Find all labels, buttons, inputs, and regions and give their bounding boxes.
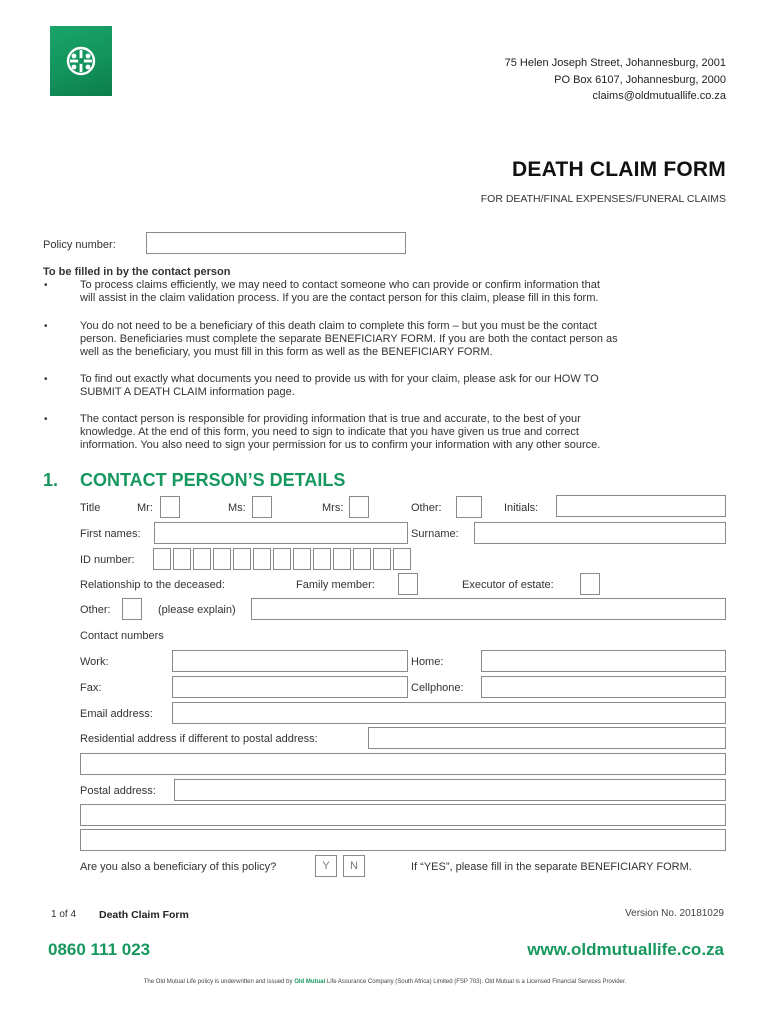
id-digit-box[interactable] xyxy=(193,548,211,570)
intro-bullet-4 xyxy=(80,413,600,452)
other-title-field[interactable] xyxy=(456,496,482,518)
id-digit-box[interactable] xyxy=(293,548,311,570)
home-phone-field[interactable] xyxy=(481,650,726,672)
family-member-label: Family member: xyxy=(296,579,375,591)
version-number: Version No. 20181029 xyxy=(625,908,724,919)
first-names-field[interactable] xyxy=(154,522,408,544)
id-digit-box[interactable] xyxy=(253,548,271,570)
bullet-mark: • xyxy=(44,321,48,332)
fine-print-text: Life Assurance Company (South Africa) Limited (FSP 703). Old Mutual is a Licensed Financial Services Provider. xyxy=(326,979,627,985)
yes-checkbox[interactable]: Y xyxy=(315,855,337,877)
mr-label: Mr: xyxy=(137,502,153,514)
policy-number-field[interactable] xyxy=(146,232,406,254)
text-line: SUBMIT A DEATH CLAIM information page. xyxy=(80,386,295,398)
work-label: Work: xyxy=(80,656,109,668)
work-phone-field[interactable] xyxy=(172,650,408,672)
text-line: will assist in the claim validation process. If you are the contact person for this claim, please fill in this form. xyxy=(80,292,599,304)
text-line: information. You also need to sign your permission for us to confirm your information with any other source. xyxy=(80,439,601,451)
cellphone-label: Cellphone: xyxy=(411,682,464,694)
policy-number-label: Policy number: xyxy=(43,239,116,251)
id-digit-box[interactable] xyxy=(373,548,391,570)
postal-address-field-2[interactable] xyxy=(80,804,726,826)
initials-label: Initials: xyxy=(504,502,539,514)
first-names-label: First names: xyxy=(80,528,141,540)
intro-bullet-3 xyxy=(80,373,599,399)
executor-label: Executor of estate: xyxy=(462,579,554,591)
fine-print-text: The Old Mutual Life policy is underwritten and issued by xyxy=(143,979,293,985)
text-line: person. Beneficiaries must complete the separate BENEFICIARY FORM. If you are both the contact person as xyxy=(80,333,618,345)
residential-address-label: Residential address if different to postal address: xyxy=(80,733,318,745)
id-digit-box[interactable] xyxy=(333,548,351,570)
form-subtitle: FOR DEATH/FINAL EXPENSES/FUNERAL CLAIMS xyxy=(480,193,726,205)
other-relationship-checkbox[interactable] xyxy=(122,598,142,620)
text-line: To process claims efficiently, we may need to contact someone who can provide or confirm information that xyxy=(80,279,600,291)
id-digit-box[interactable] xyxy=(353,548,371,570)
postal-address-label: Postal address: xyxy=(80,785,156,797)
initials-field[interactable] xyxy=(556,495,726,517)
section-title: CONTACT PERSON’S DETAILS xyxy=(80,470,346,490)
text-line: You do not need to be a beneficiary of this death claim to complete this form – but you must be the contact xyxy=(80,320,597,332)
fax-field[interactable] xyxy=(172,676,408,698)
contact-numbers-heading: Contact numbers xyxy=(80,630,164,642)
fine-print xyxy=(0,979,770,985)
id-number-field[interactable] xyxy=(153,548,411,570)
old-mutual-logo xyxy=(50,26,112,96)
text-line: The contact person is responsible for providing information that is true and accurate, to the best of your xyxy=(80,413,581,425)
family-member-checkbox[interactable] xyxy=(398,573,418,595)
fax-label: Fax: xyxy=(80,682,102,694)
bullet-mark: • xyxy=(44,414,48,425)
postal-address-field-3[interactable] xyxy=(80,829,726,851)
other-relationship-label: Other: xyxy=(80,604,111,616)
residential-address-field-1[interactable] xyxy=(368,727,726,749)
postal-address-field-1[interactable] xyxy=(174,779,726,801)
footer-phone[interactable]: 0860 111 023 xyxy=(48,940,151,959)
email-field[interactable] xyxy=(172,702,726,724)
claims-email[interactable]: claims@oldmutuallife.co.za xyxy=(592,90,726,102)
text-line: To find out exactly what documents you need to provide us with for your claim, please ask for our HOW TO xyxy=(80,373,599,385)
mr-checkbox[interactable] xyxy=(160,496,180,518)
home-label: Home: xyxy=(411,656,444,668)
logo-emblem-icon xyxy=(50,26,112,96)
footer-form-name: Death Claim Form xyxy=(99,909,189,921)
text-line: well as the beneficiary, you must fill in this form as well as the BENEFICIARY FORM. xyxy=(80,346,493,358)
address-line-2: PO Box 6107, Johannesburg, 2000 xyxy=(554,74,726,86)
cellphone-field[interactable] xyxy=(481,676,726,698)
id-digit-box[interactable] xyxy=(213,548,231,570)
explain-field[interactable] xyxy=(251,598,726,620)
mrs-label: Mrs: xyxy=(322,502,344,514)
ms-checkbox[interactable] xyxy=(252,496,272,518)
other-title-label: Other: xyxy=(411,502,442,514)
title-label: Title xyxy=(80,502,101,514)
intro-bullet-2 xyxy=(80,320,618,359)
relationship-label: Relationship to the deceased: xyxy=(80,579,225,591)
intro-heading: To be filled in by the contact person xyxy=(43,266,231,278)
residential-address-field-2[interactable] xyxy=(80,753,726,775)
executor-checkbox[interactable] xyxy=(580,573,600,595)
address-line-1: 75 Helen Joseph Street, Johannesburg, 2001 xyxy=(504,57,726,69)
intro-bullet-1 xyxy=(80,279,600,305)
section-number: 1. xyxy=(43,470,59,490)
bullet-mark: • xyxy=(44,280,48,291)
id-digit-box[interactable] xyxy=(273,548,291,570)
surname-field[interactable] xyxy=(474,522,726,544)
ms-label: Ms: xyxy=(228,502,246,514)
form-title: DEATH CLAIM FORM xyxy=(512,158,726,181)
fine-print-brand: Old Mutual xyxy=(294,979,326,985)
please-explain-label: (please explain) xyxy=(158,604,236,616)
bullet-mark: • xyxy=(44,374,48,385)
id-digit-box[interactable] xyxy=(233,548,251,570)
beneficiary-note: If “YES”, please fill in the separate BENEFICIARY FORM. xyxy=(411,861,692,873)
mrs-checkbox[interactable] xyxy=(349,496,369,518)
id-digit-box[interactable] xyxy=(313,548,331,570)
surname-label: Surname: xyxy=(411,528,459,540)
id-digit-box[interactable] xyxy=(393,548,411,570)
id-number-label: ID number: xyxy=(80,554,135,566)
beneficiary-question: Are you also a beneficiary of this policy? xyxy=(80,861,277,873)
id-digit-box[interactable] xyxy=(173,548,191,570)
id-digit-box[interactable] xyxy=(153,548,171,570)
page-number: 1 of 4 xyxy=(51,909,77,920)
email-label: Email address: xyxy=(80,708,153,720)
text-line: knowledge. At the end of this form, you need to sign to indicate that you have given us true and correct xyxy=(80,426,579,438)
no-checkbox[interactable]: N xyxy=(343,855,365,877)
footer-website[interactable]: www.oldmutuallife.co.za xyxy=(527,940,724,959)
